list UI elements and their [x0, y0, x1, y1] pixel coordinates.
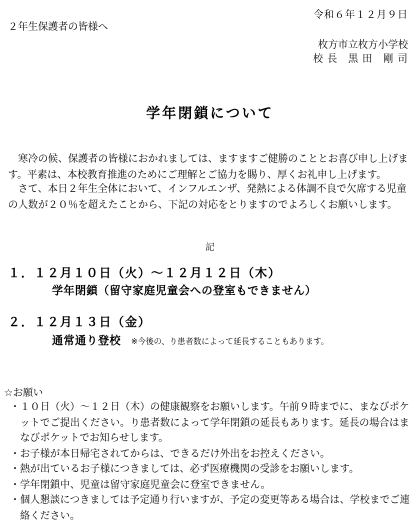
extension-note: ※今後の、り患者数によって延長することもあります。 [131, 337, 329, 346]
list-item: ・ １０日（火）～１２日（木）の健康観察をお願いします。午前９時までに、まなびポケットでご提出ください。り患者数によって学年閉鎖の延長もあります。延長の場合はまなびポケットでお知らせします。 [10, 400, 414, 447]
closure-period-heading: １．１２月１０日（火）～１２月１２日（木） [8, 266, 282, 280]
school-name: 枚方市立枚方小学校 [318, 40, 408, 51]
page-title: 学年閉鎖について [146, 106, 274, 122]
list-item: ・ 個人懇談につきましては予定通り行いますが、予定の変更等ある場合は、学校までご連絡ください。 [10, 493, 414, 524]
list-item: ・ 学年閉鎖中、児童は留守家庭児童会に登室できません。 [10, 478, 414, 494]
recipient-line: ２年生保護者の皆様へ [8, 22, 108, 33]
resume-detail-text: 通常通り登校 [52, 334, 121, 347]
announcement-paragraph: さて、本日２年生全体において、インフルエンザ、発熱による体調不良で欠席する児童の人数が２０％を超えたことから、下記の対応をとりますのでよろしくお願いします。 [8, 184, 407, 211]
requests-list [10, 400, 414, 524]
greeting-paragraph: 寒冷の候、保護者の皆様におかれましては、ますますご健勝のこととお喜び申し上げます。平素は、本校教育推進のためにご理解とご協力を賜り、厚くお礼申し上げます。 [8, 154, 408, 181]
principal-name: 校 長 黒 田 剛 司 [312, 54, 408, 65]
issue-date: 令和６年１２月９日 [313, 10, 408, 21]
resume-date-heading: ２．１２月１３日（金） [8, 315, 152, 329]
ki-marker: 記 [205, 243, 215, 253]
resume-date-detail [52, 332, 329, 348]
list-item: ・ お子様が本日帰宅されてからは、できるだけ外出をお控えください。 [10, 447, 414, 463]
closure-period-detail: 学年閉鎖（留守家庭児童会への登室もできません） [52, 284, 317, 297]
list-item: ・ 熱が出ているお子様につきましては、必ず医療機関の受診をお願いします。 [10, 462, 414, 478]
requests-heading: ☆お願い [4, 388, 43, 399]
